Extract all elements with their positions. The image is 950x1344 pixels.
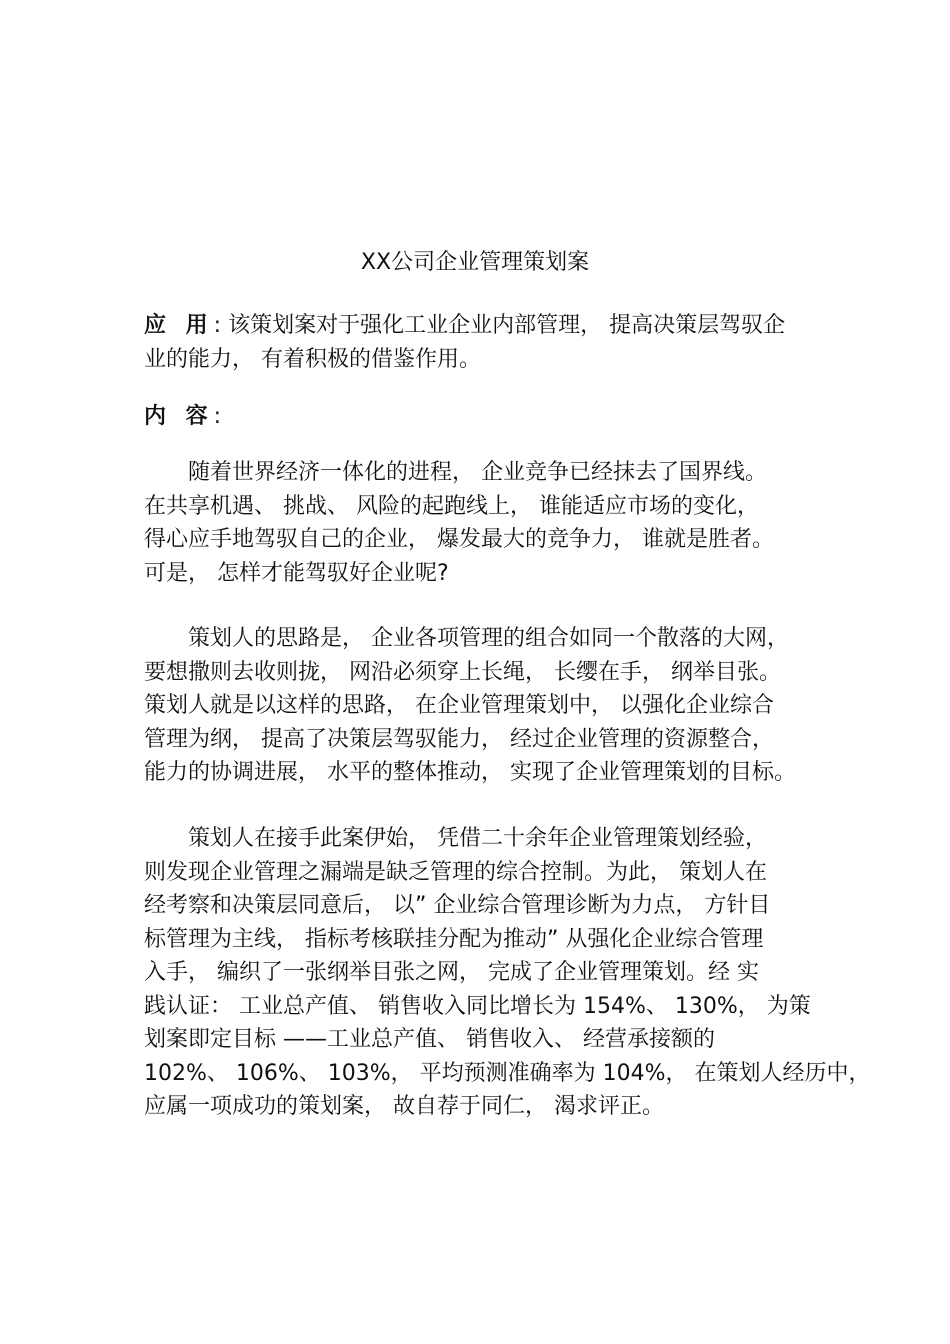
application-label: 应 用 [144, 313, 214, 338]
paragraph-line: 入手， 编织了一张纲举目张之网， 完成了企业管理策划。经 实 [144, 960, 759, 985]
paragraph-line: 践认证： 工业总产值、 销售收入同比增长为 154%、 130%， 为策 [144, 993, 811, 1019]
content-label-suffix: : [213, 404, 222, 429]
paragraph-line: 经考察和决策层同意后， 以” 企业综合管理诊断为力点， 方针目 [144, 893, 771, 918]
paragraph-line: 应属一项成功的策划案， 故自荐于同仁， 渴求评正。 [144, 1094, 664, 1119]
application-line-2: 业的能力， 有着积极的借鉴作用。 [144, 346, 481, 372]
paragraph-line: 102%、 106%、 103%， 平均预测准确率为 104%， 在策划人经历中， [144, 1060, 871, 1086]
paragraph-line: 能力的协调进展， 水平的整体推动， 实现了企业管理策划的目标。 [144, 760, 796, 785]
paragraph-line: 策划人的思路是， 企业各项管理的组合如同一个散落的大网， [188, 626, 789, 651]
paragraph-line: 要想撒则去收则拢， 网沿必须穿上长绳， 长缨在手， 纲举目张。 [144, 659, 781, 685]
paragraph-1 [144, 456, 816, 590]
paragraph-line: 标管理为主线， 指标考核联挂分配为推动” 从强化企业综合管理 [144, 926, 764, 952]
paragraph-line: 管理为纲， 提高了决策层驾驭能力， 经过企业管理的资源整合， [144, 726, 774, 752]
paragraph-line: 划案即定目标 ——工业总产值、 销售收入、 经营承接额的 [144, 1027, 715, 1052]
paragraph-line: 策划人就是以这样的思路， 在企业管理策划中， 以强化企业综合 [144, 693, 774, 718]
application-line-1 [144, 309, 816, 343]
paragraph-line: 在共享机遇、 挑战、 风险的起跑线上， 谁能适应市场的变化， [144, 493, 759, 519]
paragraph-line: 策划人在接手此案伊始， 凭借二十余年企业管理策划经验， [188, 826, 767, 851]
document-title: XX公司企业管理策划案 [360, 250, 590, 275]
content-section-heading [144, 400, 816, 434]
application-section [144, 309, 816, 376]
paragraph-line: 随着世界经济一体化的进程， 企业竞争已经抹去了国界线。 [188, 460, 767, 485]
paragraph-3 [144, 822, 871, 1124]
application-text-1: : 该策划案对于强化工业企业内部管理， 提高决策层驾驭企 [213, 313, 786, 338]
content-label: 内 容 [144, 404, 214, 429]
paragraph-line: 得心应手地驾驭自己的企业， 爆发最大的竞争力， 谁就是胜者。 [144, 527, 774, 552]
paragraph-line: 则发现企业管理之漏端是缺乏管理的综合控制。为此， 策划人在 [144, 859, 767, 885]
paragraph-line: 可是， 怎样才能驾驭好企业呢? [144, 560, 449, 586]
paragraph-2 [144, 622, 816, 790]
